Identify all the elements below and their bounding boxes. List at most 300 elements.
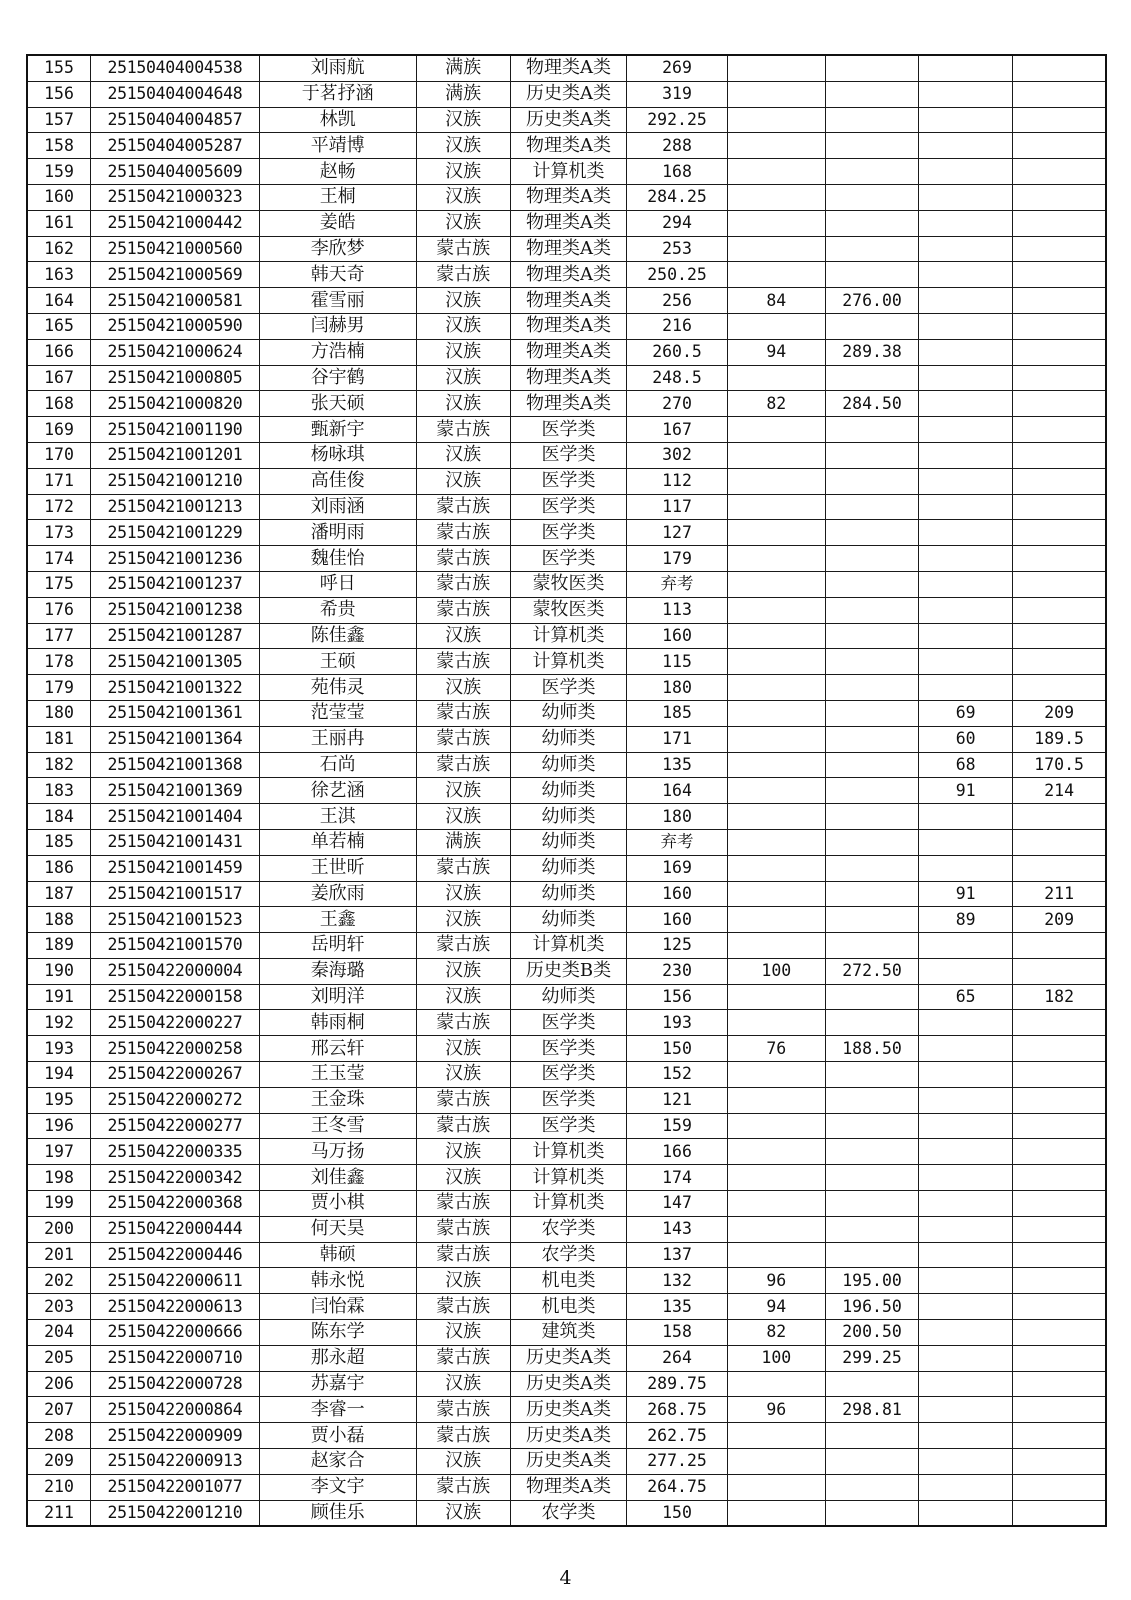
extra-total-cell xyxy=(1013,597,1106,623)
seq-cell: 189 xyxy=(27,933,90,959)
combined-score-cell xyxy=(825,236,918,262)
written-score-cell: 180 xyxy=(627,804,727,830)
name-cell: 高佳俊 xyxy=(259,468,416,494)
extra-total-cell xyxy=(1013,1268,1106,1294)
table-row xyxy=(27,675,1106,701)
seq-cell: 199 xyxy=(27,1191,90,1217)
category-cell: 医学类 xyxy=(510,1010,627,1036)
skill-score-cell xyxy=(727,623,825,649)
extra-total-cell xyxy=(1013,1062,1106,1088)
seq-cell: 185 xyxy=(27,829,90,855)
category-cell: 建筑类 xyxy=(510,1320,627,1346)
ethnicity-cell: 汉族 xyxy=(416,468,510,494)
written-score-cell: 248.5 xyxy=(627,365,727,391)
written-score-cell: 135 xyxy=(627,1294,727,1320)
ethnicity-cell: 蒙古族 xyxy=(416,571,510,597)
seq-cell: 161 xyxy=(27,210,90,236)
extra-total-cell xyxy=(1013,1191,1106,1217)
combined-score-cell xyxy=(825,933,918,959)
combined-score-cell xyxy=(825,649,918,675)
ethnicity-cell: 蒙古族 xyxy=(416,855,510,881)
name-cell: 顾佳乐 xyxy=(259,1500,416,1526)
ethnicity-cell: 汉族 xyxy=(416,313,510,339)
table-row xyxy=(27,778,1106,804)
combined-score-cell xyxy=(825,1242,918,1268)
table-row xyxy=(27,210,1106,236)
table-row xyxy=(27,1191,1106,1217)
category-cell: 历史类A类 xyxy=(510,1423,627,1449)
combined-score-cell xyxy=(825,597,918,623)
score-table xyxy=(26,54,1107,1527)
combined-score-cell xyxy=(825,855,918,881)
table-row xyxy=(27,1062,1106,1088)
exam-id-cell: 25150421001364 xyxy=(90,726,259,752)
table-row xyxy=(27,804,1106,830)
written-score-cell: 193 xyxy=(627,1010,727,1036)
combined-score-cell xyxy=(825,1062,918,1088)
seq-cell: 182 xyxy=(27,752,90,778)
extra-total-cell xyxy=(1013,520,1106,546)
extra-total-cell xyxy=(1013,1294,1106,1320)
name-cell: 贾小磊 xyxy=(259,1423,416,1449)
category-cell: 机电类 xyxy=(510,1268,627,1294)
name-cell: 呼日 xyxy=(259,571,416,597)
table-row xyxy=(27,649,1106,675)
category-cell: 物理类A类 xyxy=(510,288,627,314)
extra-total-cell xyxy=(1013,236,1106,262)
exam-id-cell: 25150421000581 xyxy=(90,288,259,314)
name-cell: 韩雨桐 xyxy=(259,1010,416,1036)
combined-score-cell: 200.50 xyxy=(825,1320,918,1346)
name-cell: 霍雪丽 xyxy=(259,288,416,314)
extra-score-cell xyxy=(919,1216,1013,1242)
exam-id-cell: 25150422000368 xyxy=(90,1191,259,1217)
exam-id-cell: 25150421000805 xyxy=(90,365,259,391)
written-score-cell: 137 xyxy=(627,1242,727,1268)
extra-total-cell xyxy=(1013,1371,1106,1397)
name-cell: 王冬雪 xyxy=(259,1113,416,1139)
skill-score-cell xyxy=(727,907,825,933)
skill-score-cell xyxy=(727,262,825,288)
extra-score-cell xyxy=(919,649,1013,675)
seq-cell: 188 xyxy=(27,907,90,933)
extra-total-cell xyxy=(1013,81,1106,107)
table-row xyxy=(27,236,1106,262)
name-cell: 苑伟灵 xyxy=(259,675,416,701)
combined-score-cell xyxy=(825,442,918,468)
skill-score-cell xyxy=(727,159,825,185)
exam-id-cell: 25150421001213 xyxy=(90,494,259,520)
ethnicity-cell: 蒙古族 xyxy=(416,752,510,778)
name-cell: 那永超 xyxy=(259,1345,416,1371)
extra-score-cell xyxy=(919,855,1013,881)
name-cell: 甄新宇 xyxy=(259,417,416,443)
extra-score-cell xyxy=(919,1500,1013,1526)
combined-score-cell xyxy=(825,1500,918,1526)
ethnicity-cell: 汉族 xyxy=(416,210,510,236)
extra-score-cell xyxy=(919,288,1013,314)
extra-score-cell xyxy=(919,1165,1013,1191)
category-cell: 历史类A类 xyxy=(510,107,627,133)
skill-score-cell: 94 xyxy=(727,1294,825,1320)
exam-id-cell: 25150421000590 xyxy=(90,313,259,339)
skill-score-cell xyxy=(727,468,825,494)
seq-cell: 179 xyxy=(27,675,90,701)
exam-id-cell: 25150422000909 xyxy=(90,1423,259,1449)
skill-score-cell xyxy=(727,133,825,159)
exam-id-cell: 25150422000158 xyxy=(90,984,259,1010)
exam-id-cell: 25150421001523 xyxy=(90,907,259,933)
written-score-cell: 弃考 xyxy=(627,829,727,855)
written-score-cell: 143 xyxy=(627,1216,727,1242)
seq-cell: 159 xyxy=(27,159,90,185)
combined-score-cell xyxy=(825,159,918,185)
category-cell: 幼师类 xyxy=(510,881,627,907)
extra-score-cell xyxy=(919,623,1013,649)
category-cell: 物理类A类 xyxy=(510,262,627,288)
category-cell: 医学类 xyxy=(510,1036,627,1062)
name-cell: 平靖博 xyxy=(259,133,416,159)
extra-total-cell xyxy=(1013,184,1106,210)
ethnicity-cell: 汉族 xyxy=(416,1062,510,1088)
category-cell: 物理类A类 xyxy=(510,339,627,365)
exam-id-cell: 25150421001305 xyxy=(90,649,259,675)
skill-score-cell xyxy=(727,571,825,597)
name-cell: 王硕 xyxy=(259,649,416,675)
table-row xyxy=(27,907,1106,933)
category-cell: 医学类 xyxy=(510,417,627,443)
combined-score-cell xyxy=(825,1371,918,1397)
skill-score-cell xyxy=(727,1139,825,1165)
name-cell: 林凯 xyxy=(259,107,416,133)
skill-score-cell: 76 xyxy=(727,1036,825,1062)
category-cell: 医学类 xyxy=(510,1087,627,1113)
skill-score-cell xyxy=(727,829,825,855)
exam-id-cell: 25150422000666 xyxy=(90,1320,259,1346)
ethnicity-cell: 汉族 xyxy=(416,133,510,159)
name-cell: 魏佳怡 xyxy=(259,546,416,572)
table-row xyxy=(27,520,1106,546)
seq-cell: 183 xyxy=(27,778,90,804)
category-cell: 幼师类 xyxy=(510,984,627,1010)
skill-score-cell xyxy=(727,1216,825,1242)
extra-total-cell xyxy=(1013,1320,1106,1346)
seq-cell: 155 xyxy=(27,55,90,81)
written-score-cell: 160 xyxy=(627,907,727,933)
extra-total-cell xyxy=(1013,262,1106,288)
seq-cell: 175 xyxy=(27,571,90,597)
skill-score-cell xyxy=(727,1010,825,1036)
extra-score-cell xyxy=(919,1397,1013,1423)
written-score-cell: 160 xyxy=(627,881,727,907)
table-row xyxy=(27,881,1106,907)
written-score-cell: 253 xyxy=(627,236,727,262)
skill-score-cell xyxy=(727,107,825,133)
extra-total-cell: 182 xyxy=(1013,984,1106,1010)
exam-id-cell: 25150421001238 xyxy=(90,597,259,623)
table-row xyxy=(27,55,1106,81)
seq-cell: 180 xyxy=(27,700,90,726)
table-row xyxy=(27,81,1106,107)
category-cell: 蒙牧医类 xyxy=(510,597,627,623)
ethnicity-cell: 蒙古族 xyxy=(416,1216,510,1242)
extra-score-cell xyxy=(919,313,1013,339)
name-cell: 谷宇鹤 xyxy=(259,365,416,391)
ethnicity-cell: 蒙古族 xyxy=(416,494,510,520)
extra-score-cell xyxy=(919,1010,1013,1036)
seq-cell: 193 xyxy=(27,1036,90,1062)
extra-score-cell xyxy=(919,1294,1013,1320)
skill-score-cell xyxy=(727,1087,825,1113)
written-score-cell: 292.25 xyxy=(627,107,727,133)
seq-cell: 206 xyxy=(27,1371,90,1397)
skill-score-cell xyxy=(727,442,825,468)
name-cell: 陈东学 xyxy=(259,1320,416,1346)
seq-cell: 160 xyxy=(27,184,90,210)
extra-score-cell: 68 xyxy=(919,752,1013,778)
name-cell: 单若楠 xyxy=(259,829,416,855)
skill-score-cell xyxy=(727,184,825,210)
extra-score-cell xyxy=(919,597,1013,623)
name-cell: 邢云轩 xyxy=(259,1036,416,1062)
combined-score-cell xyxy=(825,520,918,546)
combined-score-cell xyxy=(825,752,918,778)
name-cell: 刘佳鑫 xyxy=(259,1165,416,1191)
extra-score-cell xyxy=(919,1113,1013,1139)
extra-total-cell xyxy=(1013,571,1106,597)
extra-score-cell xyxy=(919,804,1013,830)
table-row xyxy=(27,1139,1106,1165)
seq-cell: 164 xyxy=(27,288,90,314)
name-cell: 陈佳鑫 xyxy=(259,623,416,649)
written-score-cell: 284.25 xyxy=(627,184,727,210)
table-row xyxy=(27,288,1106,314)
exam-id-cell: 25150422001210 xyxy=(90,1500,259,1526)
combined-score-cell: 272.50 xyxy=(825,958,918,984)
seq-cell: 187 xyxy=(27,881,90,907)
table-row xyxy=(27,546,1106,572)
skill-score-cell xyxy=(727,1062,825,1088)
written-score-cell: 115 xyxy=(627,649,727,675)
combined-score-cell xyxy=(825,184,918,210)
written-score-cell: 152 xyxy=(627,1062,727,1088)
ethnicity-cell: 蒙古族 xyxy=(416,597,510,623)
exam-id-cell: 25150421001322 xyxy=(90,675,259,701)
category-cell: 医学类 xyxy=(510,520,627,546)
extra-total-cell xyxy=(1013,133,1106,159)
extra-total-cell xyxy=(1013,365,1106,391)
table-row xyxy=(27,107,1106,133)
exam-id-cell: 25150422000267 xyxy=(90,1062,259,1088)
name-cell: 范莹莹 xyxy=(259,700,416,726)
written-score-cell: 127 xyxy=(627,520,727,546)
extra-score-cell xyxy=(919,1423,1013,1449)
skill-score-cell xyxy=(727,1423,825,1449)
combined-score-cell xyxy=(825,468,918,494)
category-cell: 农学类 xyxy=(510,1242,627,1268)
ethnicity-cell: 汉族 xyxy=(416,1500,510,1526)
category-cell: 物理类A类 xyxy=(510,391,627,417)
name-cell: 何天昊 xyxy=(259,1216,416,1242)
extra-score-cell xyxy=(919,1474,1013,1500)
extra-total-cell: 209 xyxy=(1013,907,1106,933)
combined-score-cell xyxy=(825,313,918,339)
extra-score-cell: 65 xyxy=(919,984,1013,1010)
seq-cell: 168 xyxy=(27,391,90,417)
written-score-cell: 169 xyxy=(627,855,727,881)
table-row xyxy=(27,1449,1106,1475)
ethnicity-cell: 蒙古族 xyxy=(416,1191,510,1217)
category-cell: 计算机类 xyxy=(510,649,627,675)
extra-score-cell xyxy=(919,520,1013,546)
category-cell: 计算机类 xyxy=(510,159,627,185)
exam-id-cell: 25150422000728 xyxy=(90,1371,259,1397)
written-score-cell: 288 xyxy=(627,133,727,159)
seq-cell: 167 xyxy=(27,365,90,391)
exam-id-cell: 25150421000820 xyxy=(90,391,259,417)
seq-cell: 204 xyxy=(27,1320,90,1346)
ethnicity-cell: 蒙古族 xyxy=(416,649,510,675)
category-cell: 医学类 xyxy=(510,468,627,494)
exam-id-cell: 25150404005287 xyxy=(90,133,259,159)
name-cell: 刘雨涵 xyxy=(259,494,416,520)
ethnicity-cell: 满族 xyxy=(416,829,510,855)
table-row xyxy=(27,571,1106,597)
combined-score-cell xyxy=(825,55,918,81)
combined-score-cell: 298.81 xyxy=(825,1397,918,1423)
written-score-cell: 270 xyxy=(627,391,727,417)
extra-total-cell xyxy=(1013,855,1106,881)
ethnicity-cell: 汉族 xyxy=(416,107,510,133)
category-cell: 蒙牧医类 xyxy=(510,571,627,597)
extra-score-cell xyxy=(919,829,1013,855)
extra-total-cell xyxy=(1013,391,1106,417)
ethnicity-cell: 汉族 xyxy=(416,675,510,701)
written-score-cell: 260.5 xyxy=(627,339,727,365)
table-row xyxy=(27,391,1106,417)
skill-score-cell xyxy=(727,984,825,1010)
name-cell: 王丽冉 xyxy=(259,726,416,752)
table-row xyxy=(27,1242,1106,1268)
name-cell: 刘明洋 xyxy=(259,984,416,1010)
extra-total-cell xyxy=(1013,1113,1106,1139)
seq-cell: 192 xyxy=(27,1010,90,1036)
table-row xyxy=(27,262,1106,288)
table-row xyxy=(27,184,1106,210)
ethnicity-cell: 汉族 xyxy=(416,958,510,984)
combined-score-cell xyxy=(825,726,918,752)
extra-score-cell xyxy=(919,1036,1013,1062)
extra-total-cell xyxy=(1013,339,1106,365)
extra-total-cell: 189.5 xyxy=(1013,726,1106,752)
combined-score-cell xyxy=(825,1087,918,1113)
extra-score-cell xyxy=(919,442,1013,468)
table-row xyxy=(27,133,1106,159)
name-cell: 杨咏琪 xyxy=(259,442,416,468)
extra-score-cell xyxy=(919,339,1013,365)
extra-total-cell xyxy=(1013,1036,1106,1062)
seq-cell: 158 xyxy=(27,133,90,159)
name-cell: 赵家合 xyxy=(259,1449,416,1475)
written-score-cell: 269 xyxy=(627,55,727,81)
extra-total-cell xyxy=(1013,55,1106,81)
extra-total-cell xyxy=(1013,623,1106,649)
page-number: 4 xyxy=(559,1567,572,1589)
exam-id-cell: 25150421000569 xyxy=(90,262,259,288)
category-cell: 医学类 xyxy=(510,494,627,520)
extra-score-cell xyxy=(919,55,1013,81)
skill-score-cell xyxy=(727,546,825,572)
table-row xyxy=(27,829,1106,855)
combined-score-cell xyxy=(825,1216,918,1242)
extra-score-cell xyxy=(919,133,1013,159)
table-row xyxy=(27,984,1106,1010)
skill-score-cell xyxy=(727,700,825,726)
ethnicity-cell: 汉族 xyxy=(416,1268,510,1294)
category-cell: 幼师类 xyxy=(510,829,627,855)
name-cell: 岳明轩 xyxy=(259,933,416,959)
written-score-cell: 319 xyxy=(627,81,727,107)
extra-total-cell xyxy=(1013,804,1106,830)
written-score-cell: 167 xyxy=(627,417,727,443)
category-cell: 幼师类 xyxy=(510,804,627,830)
table-row xyxy=(27,933,1106,959)
extra-total-cell xyxy=(1013,1345,1106,1371)
extra-total-cell: 170.5 xyxy=(1013,752,1106,778)
seq-cell: 181 xyxy=(27,726,90,752)
exam-id-cell: 25150404004857 xyxy=(90,107,259,133)
combined-score-cell xyxy=(825,778,918,804)
extra-score-cell xyxy=(919,236,1013,262)
seq-cell: 194 xyxy=(27,1062,90,1088)
exam-id-cell: 25150422000272 xyxy=(90,1087,259,1113)
exam-id-cell: 25150421001210 xyxy=(90,468,259,494)
category-cell: 计算机类 xyxy=(510,1139,627,1165)
ethnicity-cell: 蒙古族 xyxy=(416,236,510,262)
category-cell: 物理类A类 xyxy=(510,210,627,236)
name-cell: 韩天奇 xyxy=(259,262,416,288)
extra-score-cell: 69 xyxy=(919,700,1013,726)
skill-score-cell xyxy=(727,1113,825,1139)
category-cell: 幼师类 xyxy=(510,855,627,881)
skill-score-cell xyxy=(727,649,825,675)
skill-score-cell: 82 xyxy=(727,391,825,417)
extra-score-cell xyxy=(919,391,1013,417)
combined-score-cell xyxy=(825,700,918,726)
exam-id-cell: 25150421000323 xyxy=(90,184,259,210)
extra-score-cell xyxy=(919,210,1013,236)
extra-total-cell xyxy=(1013,1216,1106,1242)
name-cell: 王玉莹 xyxy=(259,1062,416,1088)
table-row xyxy=(27,442,1106,468)
extra-total-cell xyxy=(1013,1423,1106,1449)
extra-total-cell xyxy=(1013,468,1106,494)
extra-score-cell xyxy=(919,1139,1013,1165)
written-score-cell: 112 xyxy=(627,468,727,494)
extra-total-cell xyxy=(1013,829,1106,855)
name-cell: 贾小棋 xyxy=(259,1191,416,1217)
skill-score-cell xyxy=(727,1474,825,1500)
exam-id-cell: 25150421001459 xyxy=(90,855,259,881)
category-cell: 历史类A类 xyxy=(510,1449,627,1475)
written-score-cell: 250.25 xyxy=(627,262,727,288)
skill-score-cell xyxy=(727,236,825,262)
written-score-cell: 171 xyxy=(627,726,727,752)
category-cell: 幼师类 xyxy=(510,726,627,752)
exam-id-cell: 25150421001201 xyxy=(90,442,259,468)
table-row xyxy=(27,494,1106,520)
name-cell: 石尚 xyxy=(259,752,416,778)
